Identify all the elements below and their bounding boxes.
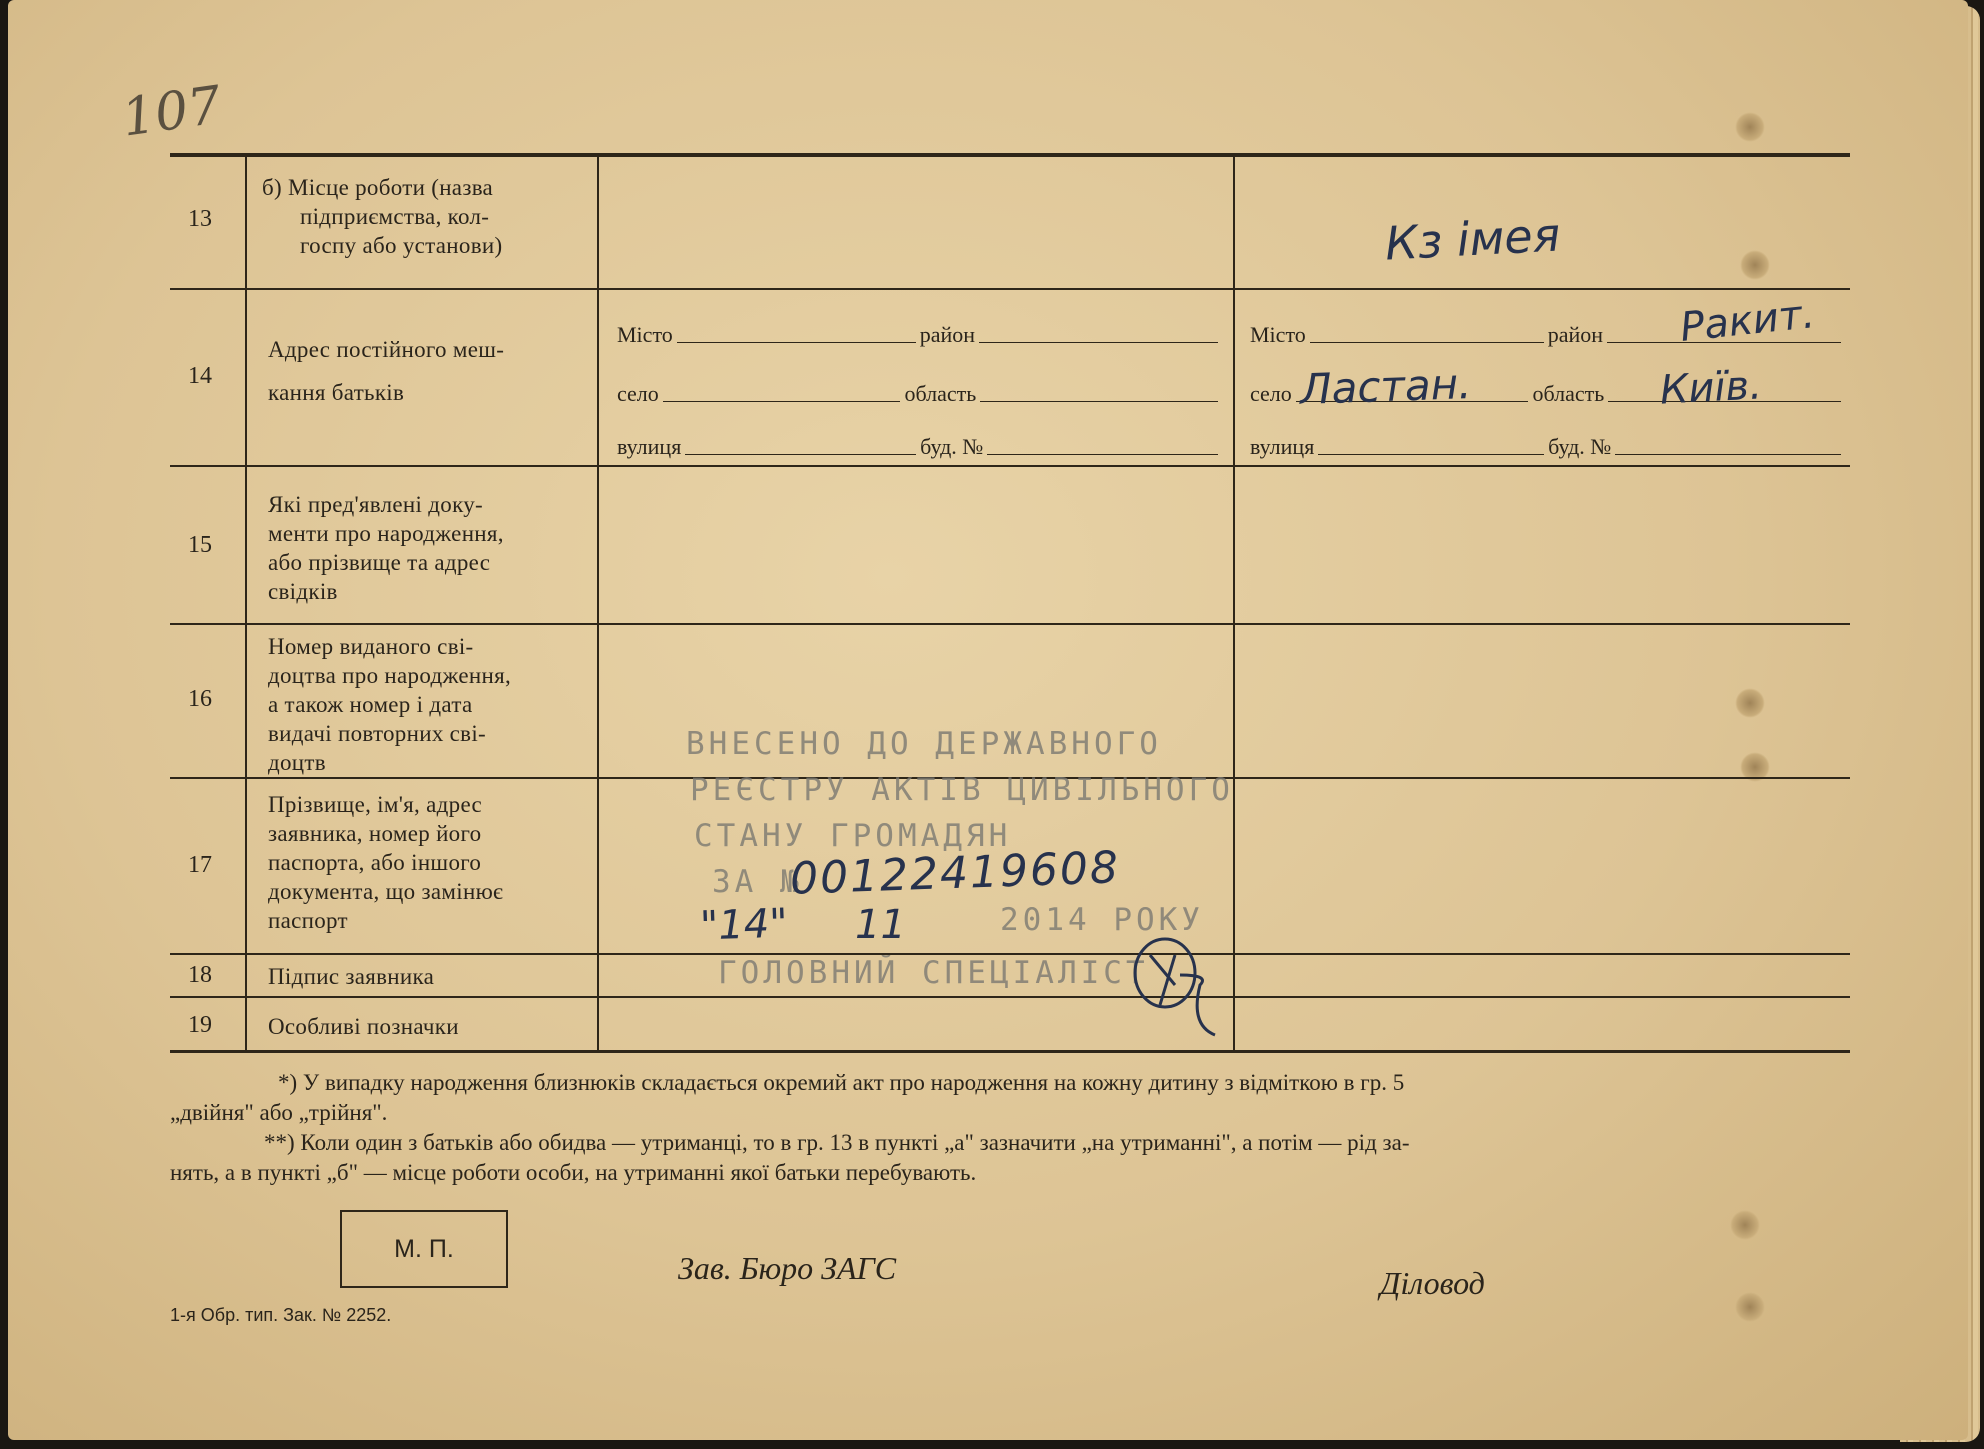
district-label: район	[919, 322, 976, 347]
stamp-line: РЕЄСТРУ АКТІВ ЦИВІЛЬНОГО	[690, 772, 1234, 808]
stamp-line: ГОЛОВНИЙ СПЕЦІАЛІСТ	[718, 955, 1149, 991]
table-bottom-border	[170, 1050, 1850, 1053]
table-top-border	[170, 153, 1850, 157]
label-line: свідків	[268, 579, 338, 604]
row-19-label: Особливі позначки	[268, 1014, 459, 1039]
handwritten-signature-icon	[1120, 915, 1230, 1045]
row-number: 15	[188, 532, 212, 558]
stamp-line: СТАНУ ГРОМАДЯН	[694, 818, 1012, 854]
row-number: 17	[188, 852, 212, 878]
label-line: а також номер і дата	[268, 692, 473, 717]
row-17-label	[268, 790, 503, 935]
handwritten-date-day: "14"	[699, 900, 789, 950]
city-label: Місто	[1250, 322, 1306, 347]
row-number: 16	[188, 686, 212, 712]
label-line: Адрес постійного меш-	[268, 337, 505, 362]
row-16-label	[268, 632, 511, 777]
label-line: Номер виданого сві-	[268, 634, 474, 659]
row-divider	[170, 996, 1850, 998]
punch-hole	[1740, 250, 1770, 280]
village-label: село	[1250, 381, 1292, 406]
region-label: область	[1532, 381, 1605, 406]
label-line: заявника, номер його	[268, 821, 482, 846]
handwritten-village: Ластан.	[1299, 359, 1473, 414]
label-line: госпу або установи)	[300, 233, 503, 258]
clerk-title: Діловод	[1380, 1265, 1485, 1301]
printer-note: 1-я Обр. тип. Зак. № 2252.	[170, 1305, 392, 1325]
row-18-label: Підпис заявника	[268, 964, 435, 989]
label-line: Прізвище, ім'я, адрес	[268, 792, 483, 817]
head-title: Зав. Бюро ЗАГС	[678, 1250, 897, 1286]
row-15-label	[268, 490, 504, 606]
handwritten-district: Ракит.	[1677, 291, 1817, 351]
stamp-line: ВНЕСЕНО ДО ДЕРЖАВНОГО	[686, 726, 1162, 762]
row-number: 18	[188, 962, 212, 988]
label-line: кання батьків	[268, 380, 405, 405]
row-13-label	[262, 173, 502, 260]
address-village-region-left	[617, 381, 1222, 407]
label-line: документа, що замінює	[268, 879, 504, 904]
label-line: паспорт	[268, 908, 348, 933]
stamp-date-year: 2014 РОКУ	[1000, 902, 1204, 938]
footnote-2-cont: нять, а в пункті „б" — місце роботи особи, на утриманні якої батьки перебувають.	[170, 1160, 977, 1185]
row-number: 19	[188, 1012, 212, 1038]
label-line: доцтва про народження,	[268, 663, 512, 688]
handwritten-date-month: 11	[855, 902, 906, 948]
footnote-2: **) Коли один з батьків або обидва — утриманці, то в гр. 13 в пункті „а" зазначити „на утриманні", а потім — рід за-	[264, 1130, 1410, 1155]
label-line: менти про народження,	[268, 521, 504, 546]
row-number: 14	[188, 363, 212, 389]
city-label: Місто	[617, 322, 673, 347]
punch-hole	[1735, 112, 1765, 142]
label-line: паспорта, або іншого	[268, 850, 482, 875]
district-label: район	[1547, 322, 1604, 347]
address-city-district-left	[617, 322, 1222, 348]
label-line: Які пред'явлені доку-	[268, 492, 483, 517]
label-line: б) Місце роботи (назва	[262, 175, 494, 200]
footnote-1-cont: „двійня" або „трійня".	[170, 1100, 388, 1125]
row-divider	[170, 465, 1850, 467]
street-label: вулиця	[617, 434, 682, 459]
seal-label: М. П.	[394, 1234, 454, 1263]
row-number: 13	[188, 206, 212, 232]
stamp-line: ЗА №	[712, 864, 803, 900]
street-label: вулиця	[1250, 434, 1315, 459]
column-divider	[245, 155, 247, 1052]
handwritten-page-number: 107	[118, 75, 225, 149]
label-line: підприємства, кол-	[300, 204, 490, 229]
punch-hole	[1730, 1210, 1760, 1240]
address-street-building-right	[1250, 434, 1845, 460]
handwritten-record-number: 00122419608	[789, 842, 1121, 905]
row-divider	[170, 288, 1850, 290]
address-street-building-left	[617, 434, 1222, 460]
building-label: буд. №	[920, 434, 984, 459]
footnote-1: *) У випадку народження близнюків складається окремий акт про народження на кожну дитину з відміткою в гр. 5	[278, 1070, 1405, 1095]
region-label: область	[904, 381, 977, 406]
label-line: доцтв	[268, 750, 326, 775]
seal-place-box	[340, 1210, 508, 1288]
label-line: видачі повторних сві-	[268, 721, 486, 746]
row-divider	[170, 623, 1850, 625]
column-divider	[597, 155, 599, 1052]
village-label: село	[617, 381, 659, 406]
row-14-label	[268, 335, 504, 407]
punch-hole	[1735, 688, 1765, 718]
label-line: або прізвище та адрес	[268, 550, 491, 575]
handwritten-workplace: Кз імея	[1383, 207, 1562, 271]
building-label: буд. №	[1548, 434, 1612, 459]
handwritten-region: Київ.	[1658, 362, 1763, 414]
column-divider	[1233, 155, 1235, 1052]
punch-hole	[1735, 1292, 1765, 1322]
